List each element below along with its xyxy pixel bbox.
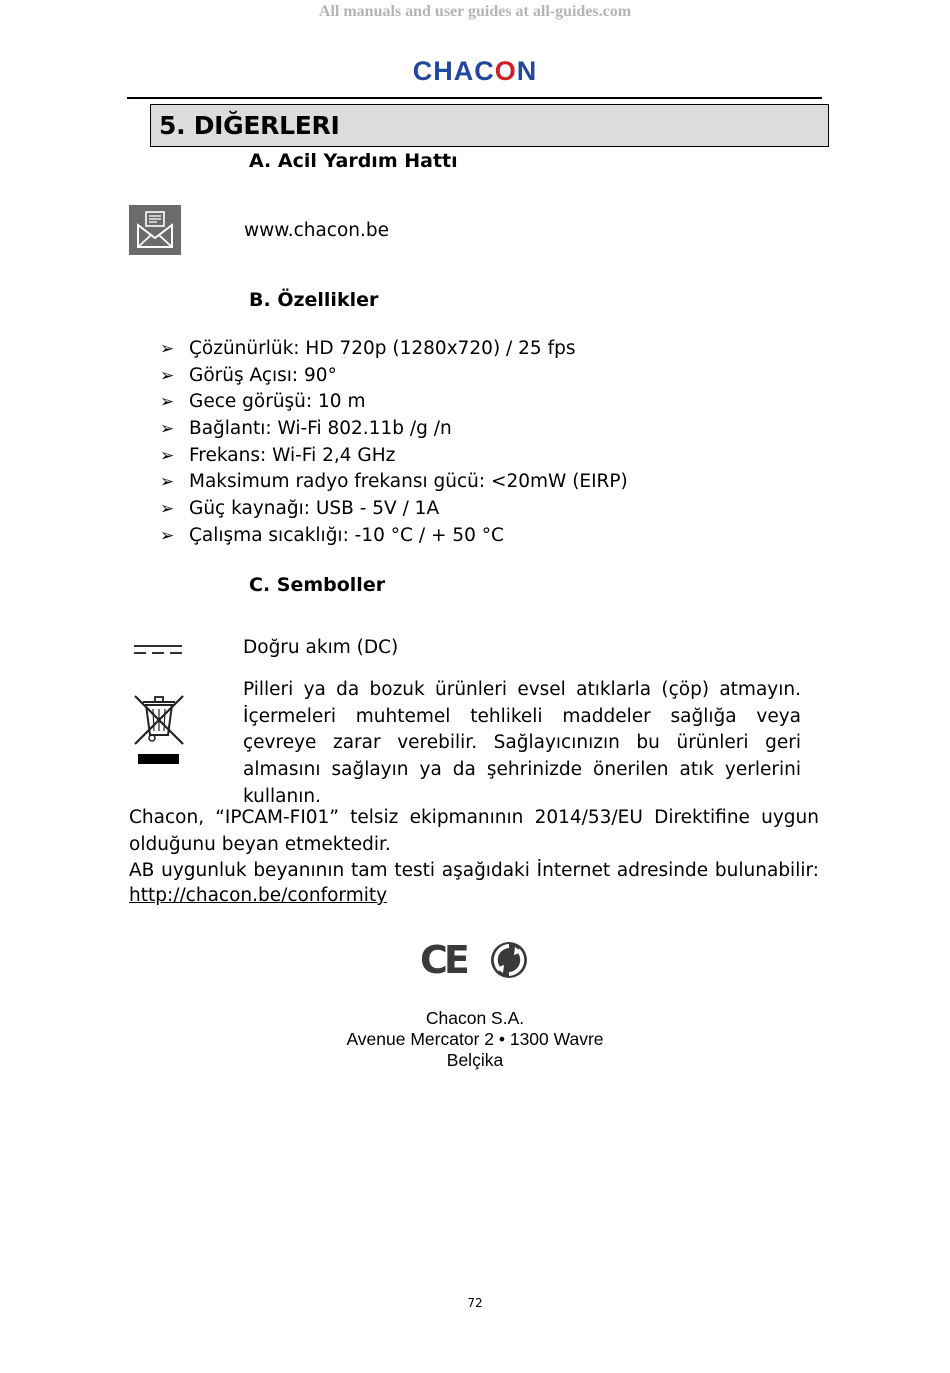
ce-mark-icon: CE — [420, 938, 466, 982]
envelope-icon — [129, 205, 181, 255]
bullet-arrow-icon: ➢ — [160, 499, 175, 520]
dc-symbol-icon — [134, 644, 182, 656]
bullet-arrow-icon: ➢ — [160, 472, 175, 493]
list-item: ➢ Bağlantı: Wi-Fi 802.11b /g /n — [160, 416, 628, 443]
list-item: ➢ Frekans: Wi-Fi 2,4 GHz — [160, 443, 628, 470]
dc-label: Doğru akım (DC) — [243, 637, 399, 658]
list-item: ➢ Maksimum radyo frekansı gücü: <20mW (EIRP) — [160, 469, 628, 496]
bullet-arrow-icon: ➢ — [160, 339, 175, 359]
list-item: ➢ Çalışma sıcaklığı: -10 °C / + 50 °C — [160, 523, 628, 550]
section-header — [150, 104, 829, 147]
conformity-ab-text: AB uygunluk beyanının tam testi aşağıdaki İnternet adresinde bulunabilir: — [129, 860, 819, 881]
logo-mark: O — [494, 56, 517, 86]
page-number: 72 — [467, 1296, 483, 1310]
conformity-link[interactable]: http://chacon.be/conformity — [129, 885, 388, 906]
section-title: 5. DIĞERLERI — [159, 111, 340, 140]
green-dot-recycle-icon — [490, 940, 528, 980]
conformity-statement: Chacon, “IPCAM-FI01” telsiz ekipmanının 2014/53/EU Direktifine uygun olduğunu beyan etmektedir. — [129, 807, 819, 855]
weee-text: Pilleri ya da bozuk ürünleri evsel atıklarla (çöp) atmayın. İçermeleri muhtemel tehlikeli maddeler sağlığa veya çevreye zarar verebilir. Sağlayıcınızın bu ürünleri geri almasını sağlayın ya da şehrinizde önerilen atık yerlerini kullanın. — [243, 679, 801, 807]
symbols-heading: C. Semboller — [249, 574, 386, 596]
logo-text-start: CHAC — [412, 56, 495, 86]
list-item: ➢ Görüş Açısı: 90° — [160, 363, 628, 390]
header-rule — [127, 97, 822, 99]
specs-heading: B. Özellikler — [249, 289, 379, 311]
specs-list — [160, 336, 628, 550]
watermark: All manuals and user guides at all-guides.com — [318, 3, 632, 20]
bullet-arrow-icon: ➢ — [160, 445, 175, 466]
company-street: Avenue Mercator 2 • 1300 Wavre — [346, 1029, 604, 1049]
chacon-logo — [0, 56, 950, 87]
list-item: ➢ Gece görüşü: 10 m — [160, 389, 628, 416]
bullet-arrow-icon: ➢ — [160, 392, 175, 413]
crossed-out-bin-icon — [133, 693, 185, 765]
bullet-arrow-icon: ➢ — [160, 419, 175, 440]
company-name: Chacon S.A. — [425, 1008, 525, 1028]
help-heading: A. Acil Yardım Hattı — [249, 150, 458, 172]
logo-text-end: N — [516, 56, 538, 86]
bullet-arrow-icon: ➢ — [160, 365, 175, 386]
help-url-link[interactable]: www.chacon.be — [244, 220, 390, 241]
list-item: ➢ Güç kaynağı: USB - 5V / 1A — [160, 496, 628, 523]
bullet-arrow-icon: ➢ — [160, 525, 175, 546]
company-country: Belçika — [446, 1050, 504, 1070]
list-item: ➢ Çözünürlük: HD 720p (1280x720) / 25 fps — [160, 336, 628, 363]
